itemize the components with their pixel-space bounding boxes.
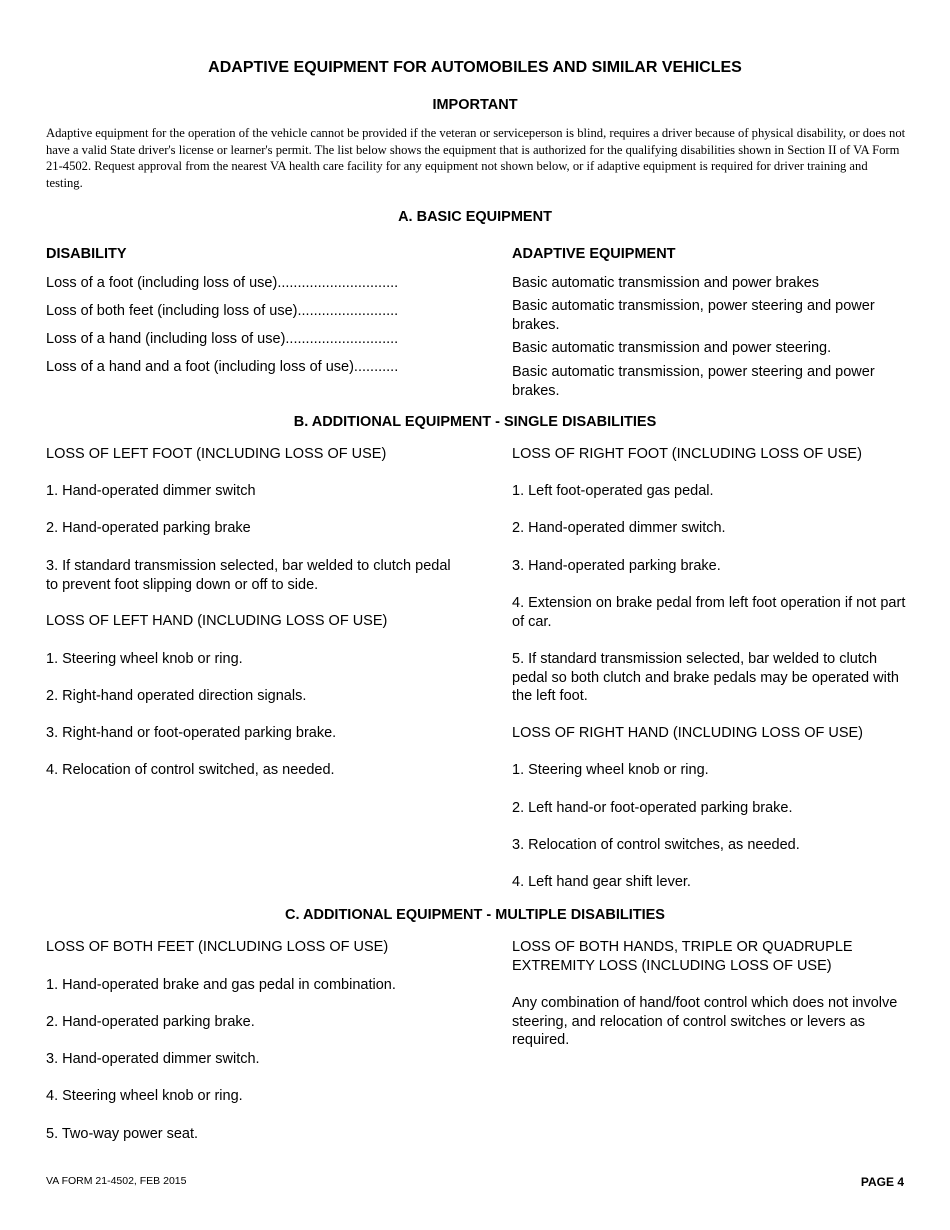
list-item: 3. Hand-operated parking brake.	[512, 558, 721, 574]
disability-item: Loss of a hand and a foot (including loss of use)...........	[46, 359, 399, 375]
list-item: 2. Hand-operated parking brake.	[46, 1014, 255, 1030]
page-number: PAGE 4	[860, 1175, 904, 1189]
left-hand-heading: LOSS OF LEFT HAND (INCLUDING LOSS OF USE)	[46, 613, 388, 629]
list-item: 1. Steering wheel knob or ring.	[512, 762, 709, 778]
list-item: 2. Right-hand operated direction signals.	[46, 688, 307, 704]
list-item: 3. If standard transmission selected, bar welded to clutch pedal to prevent foot slipping down or off to side.	[46, 558, 451, 593]
list-item: 4. Left hand gear shift lever.	[512, 874, 691, 890]
page-title: ADAPTIVE EQUIPMENT FOR AUTOMOBILES AND SIMILAR VEHICLES	[208, 59, 742, 76]
list-item: 4. Relocation of control switched, as needed.	[46, 762, 335, 778]
list-item: 5. Two-way power seat.	[46, 1126, 199, 1142]
disability-item: Loss of a foot (including loss of use)..............................	[46, 275, 399, 291]
important-heading: IMPORTANT	[432, 97, 518, 113]
disability-column-header: DISABILITY	[46, 246, 127, 262]
list-item: 3. Right-hand or foot-operated parking brake.	[46, 725, 337, 741]
list-item: 4. Extension on brake pedal from left foot operation if not part of car.	[512, 595, 906, 630]
list-item: 3. Hand-operated dimmer switch.	[46, 1051, 260, 1067]
equipment-item: Basic automatic transmission and power brakes	[512, 275, 820, 291]
equipment-column-header: ADAPTIVE EQUIPMENT	[512, 246, 676, 262]
equipment-item: Basic automatic transmission and power steering.	[512, 340, 832, 356]
both-feet-heading: LOSS OF BOTH FEET (INCLUDING LOSS OF USE)	[46, 939, 389, 955]
list-item: 4. Steering wheel knob or ring.	[46, 1088, 243, 1104]
disability-item: Loss of a hand (including loss of use)............................	[46, 331, 399, 347]
equipment-item: Basic automatic transmission, power steering and power brakes.	[512, 298, 875, 333]
list-item: 1. Steering wheel knob or ring.	[46, 651, 243, 667]
list-item: 2. Hand-operated dimmer switch.	[512, 520, 726, 536]
section-b-heading: B. ADDITIONAL EQUIPMENT - SINGLE DISABILITIES	[293, 414, 657, 430]
disability-item: Loss of both feet (including loss of use).........................	[46, 303, 399, 319]
both-hands-text: Any combination of hand/foot control which does not involve steering, and relocation of control switches or levers as required.	[512, 995, 898, 1048]
section-c-heading: C. ADDITIONAL EQUIPMENT - MULTIPLE DISABILITIES	[285, 907, 665, 923]
left-foot-heading: LOSS OF LEFT FOOT (INCLUDING LOSS OF USE)	[46, 446, 387, 462]
both-hands-heading: LOSS OF BOTH HANDS, TRIPLE OR QUADRUPLE EXTREMITY LOSS (INCLUDING LOSS OF USE)	[512, 939, 853, 974]
right-hand-heading: LOSS OF RIGHT HAND (INCLUDING LOSS OF USE)	[512, 725, 864, 741]
list-item: 1. Hand-operated dimmer switch	[46, 483, 256, 499]
section-a-heading: A. BASIC EQUIPMENT	[398, 209, 552, 225]
form-number: VA FORM 21-4502, FEB 2015	[46, 1175, 187, 1187]
equipment-item: Basic automatic transmission, power steering and power brakes.	[512, 364, 875, 399]
intro-paragraph: Adaptive equipment for the operation of the vehicle cannot be provided if the veteran or serviceperson is blind, requires a driver because of physical disability, or does not have a valid State driver's license or learner's permit. The list below shows the equipment that is authorized for the qualifying disabilities shown in Section II of VA Form 21-4502. Request approval from the nearest VA health care facility for any equipment not shown below, or if adaptive equipment is required for driver training and testing.	[46, 126, 906, 191]
list-item: 1. Hand-operated brake and gas pedal in combination.	[46, 977, 396, 993]
list-item: 2. Left hand-or foot-operated parking brake.	[512, 800, 793, 816]
list-item: 1. Left foot-operated gas pedal.	[512, 483, 714, 499]
list-item: 2. Hand-operated parking brake	[46, 520, 251, 536]
right-foot-heading: LOSS OF RIGHT FOOT (INCLUDING LOSS OF USE)	[512, 446, 862, 462]
list-item: 5. If standard transmission selected, bar welded to clutch pedal so both clutch and brake pedals may be operated with the left foot.	[512, 651, 899, 704]
list-item: 3. Relocation of control switches, as needed.	[512, 837, 800, 853]
